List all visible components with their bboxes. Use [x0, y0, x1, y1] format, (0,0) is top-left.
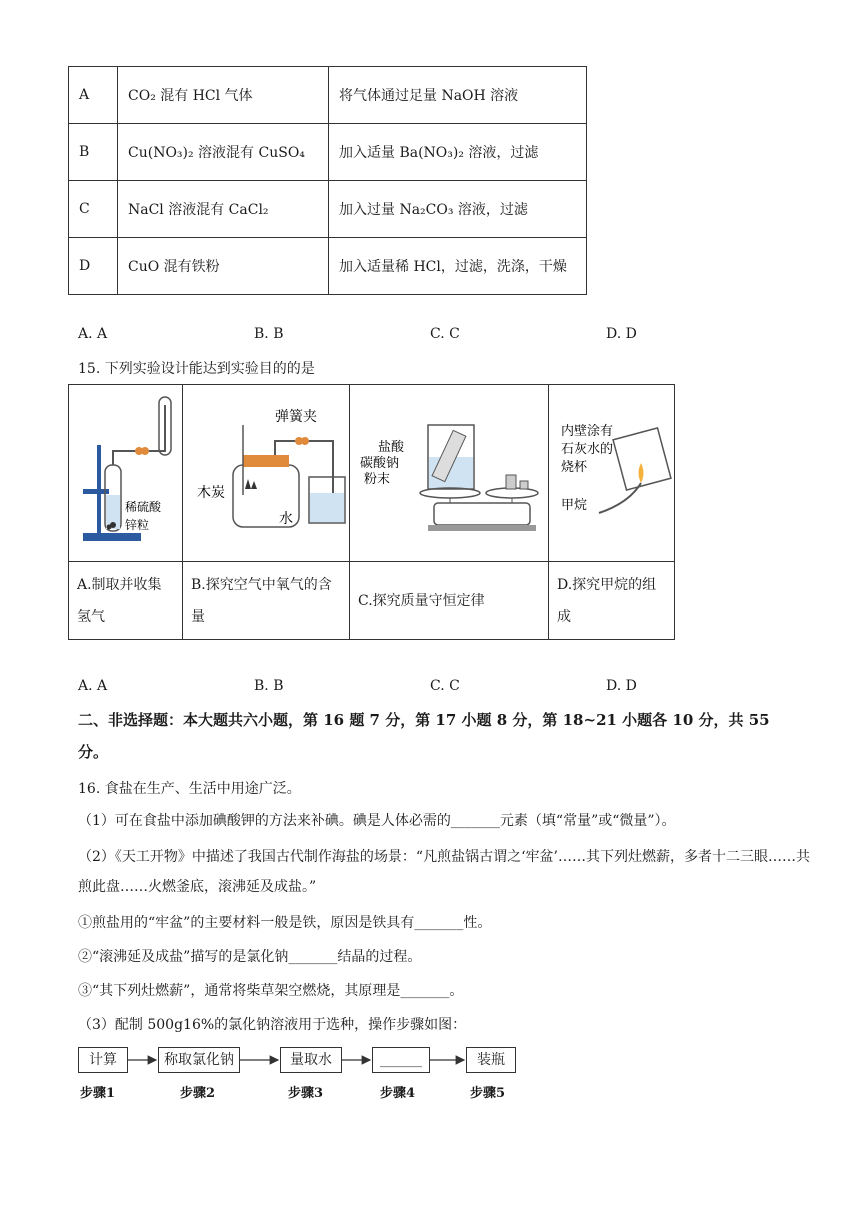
q16-sub3: ③“其下列灶燃薪”，通常将柴草架空燃烧，其原理是_______。 — [78, 983, 464, 999]
mixture-cell: NaCl 溶液混有 CaCl₂ — [118, 181, 329, 238]
apparatus-a-cell — [69, 385, 183, 562]
option-d[interactable]: D. D — [606, 678, 637, 694]
apparatus-c-cell — [350, 385, 549, 562]
caption-c: C.探究质量守恒定律 — [350, 562, 549, 640]
option-a[interactable]: A. A — [78, 678, 108, 694]
apparatus-d-cell — [549, 385, 675, 562]
q16-stem: 16. 食盐在生产、生活中用途广泛。 — [78, 781, 301, 797]
water-label: 水 — [279, 510, 293, 526]
method-cell: 加入适量 Ba(NO₃)₂ 溶液，过滤 — [329, 124, 587, 181]
q16-part3: （3）配制 500g16%的氯化钠溶液用于选种，操作步骤如图： — [78, 1017, 467, 1033]
step-label: 步骤1 — [80, 1086, 116, 1101]
row-label: C — [69, 181, 118, 238]
flow-step-box-blank: ______ — [372, 1047, 430, 1073]
option-b[interactable]: B. B — [254, 678, 284, 694]
clip-label: 弹簧夹 — [275, 408, 317, 424]
option-b[interactable]: B. B — [254, 326, 284, 342]
step-label: 步骤5 — [470, 1086, 506, 1101]
method-cell: 加入过量 Na₂CO₃ 溶液，过滤 — [329, 181, 587, 238]
mixture-cell: CO₂ 混有 HCl 气体 — [118, 67, 329, 124]
option-d[interactable]: D. D — [606, 326, 637, 342]
method-cell: 将气体通过足量 NaOH 溶液 — [329, 67, 587, 124]
balance-apparatus-illustration — [350, 385, 548, 557]
row-label: D — [69, 238, 118, 295]
carbon-label: 木炭 — [197, 484, 225, 500]
option-c[interactable]: C. C — [430, 326, 460, 342]
q16-sub2: ②“滚沸延及成盐”描写的是氯化钠_______结晶的过程。 — [78, 949, 422, 965]
powder-label: 碳酸钠 — [360, 455, 400, 470]
q16-sub1: ①煎盐用的“牢盆”的主要材料一般是铁，原因是铁具有_______性。 — [78, 915, 492, 931]
beaker-wall-label: 内壁涂有 — [561, 423, 614, 438]
q16-part2: （2）《天工开物》中描述了我国古代制作海盐的场景：“凡煎盐锅古谓之‘牢盆’……其下列灶燃薪，多者十二三眼……共煎此盘……火燃釜底，滚沸延及成盐。” — [78, 849, 810, 895]
row-label: A — [69, 67, 118, 124]
table-row — [69, 67, 587, 124]
apparatus-b-cell — [183, 385, 350, 562]
powder-label: 粉末 — [364, 471, 391, 486]
procedure-flow — [78, 1047, 538, 1107]
table-row — [69, 124, 587, 181]
row-label: B — [69, 124, 118, 181]
beaker-wall-label: 烧杯 — [561, 459, 588, 474]
mixture-cell: CuO 混有铁粉 — [118, 238, 329, 295]
methane-label: 甲烷 — [561, 497, 588, 512]
flow-step-box: 称取氯化钠 — [158, 1047, 240, 1073]
acid-label: 稀硫酸 — [125, 500, 162, 514]
table-row — [69, 181, 587, 238]
flow-step-box: 装瓶 — [466, 1047, 516, 1073]
hydrogen-apparatus-illustration — [69, 385, 182, 557]
step-label: 步骤4 — [380, 1086, 416, 1101]
q15-table — [68, 384, 675, 640]
q14-table — [68, 66, 587, 295]
table-row — [69, 238, 587, 295]
q15-stem: 15. 下列实验设计能达到实验目的的是 — [78, 361, 315, 377]
flow-step-box: 计算 — [78, 1047, 128, 1073]
option-a[interactable]: A. A — [78, 326, 108, 342]
beaker-wall-label: 石灰水的 — [561, 441, 614, 456]
methane-apparatus-illustration — [549, 385, 674, 557]
flow-step-box: 量取水 — [280, 1047, 342, 1073]
acid-label: 盐酸 — [378, 439, 405, 454]
mixture-cell: Cu(NO₃)₂ 溶液混有 CuSO₄ — [118, 124, 329, 181]
caption-b: B.探究空气中氧气的含量 — [183, 562, 350, 640]
oxygen-content-apparatus-illustration — [183, 385, 349, 557]
option-c[interactable]: C. C — [430, 678, 460, 694]
section-heading: 二、非选择题：本大题共六小题，第 16 题 7 分，第 17 小题 8 分，第 18~21 小题各 10 分，共 55 分。 — [78, 711, 770, 761]
caption-a: A.制取并收集氢气 — [69, 562, 183, 640]
method-cell: 加入适量稀 HCl，过滤，洗涤，干燥 — [329, 238, 587, 295]
caption-d: D.探究甲烷的组成 — [549, 562, 675, 640]
q16-part1: （1）可在食盐中添加碘酸钾的方法来补碘。碘是人体必需的_______元素（填“常量”或“微量”）。 — [78, 813, 676, 829]
step-label: 步骤2 — [180, 1086, 216, 1101]
zinc-label: 锌粒 — [125, 518, 150, 532]
step-label: 步骤3 — [288, 1086, 324, 1101]
